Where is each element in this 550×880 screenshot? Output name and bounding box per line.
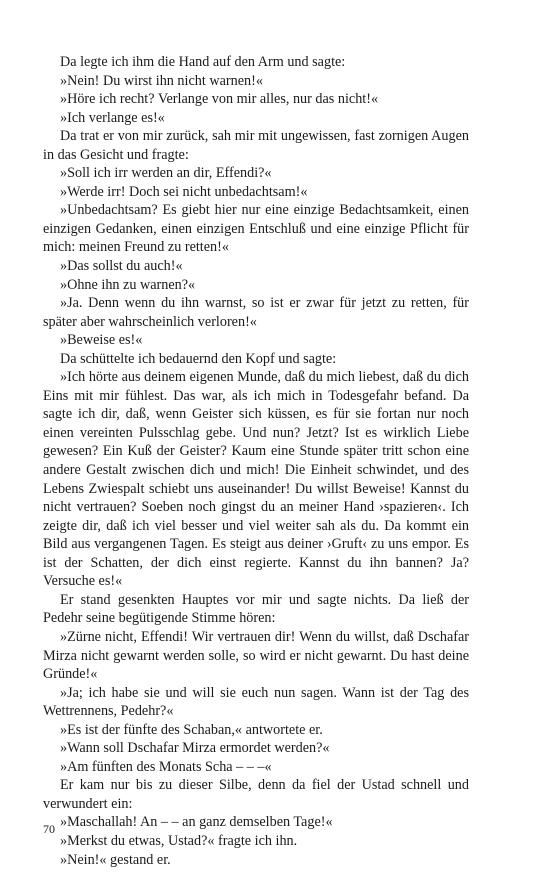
paragraph: »Nein!« gestand er. bbox=[60, 851, 171, 868]
paragraph: »Unbedachtsam? Es giebt hier nur eine einzige Bedachtsamkeit, einen einzigen Gedanken, einen einzigen Entschluß und eine einzige Pflicht für mich: meinen Freund zu retten!« bbox=[43, 202, 469, 256]
paragraph: Er stand gesenkten Hauptes vor mir und sagte nichts. Da ließ der Pedehr seine begütigende Stimme hören: bbox=[43, 591, 469, 627]
page-body bbox=[43, 53, 469, 869]
paragraph: Da legte ich ihm die Hand auf den Arm und sagte: bbox=[60, 54, 346, 70]
paragraph: »Zürne nicht, Effendi! Wir vertrauen dir! Wenn du willst, daß Dschafar Mirza nicht gewarnt werden solle, so wird er nicht gewarnt. Du hast deine Gründe!« bbox=[43, 628, 469, 683]
paragraph: »Höre ich recht? Verlange von mir alles, nur das nicht!« bbox=[60, 91, 379, 108]
paragraph: »Maschallah! An – – an ganz demselben Tage!« bbox=[60, 814, 333, 831]
paragraph: »Ohne ihn zu warnen?« bbox=[60, 276, 196, 293]
paragraph: »Ja. Denn wenn du ihn warnst, so ist er zwar für jetzt zu retten, für später aber wahrscheinlich verloren!« bbox=[43, 295, 469, 330]
paragraph: »Werde irr! Doch sei nicht unbedachtsam!« bbox=[60, 183, 308, 200]
page-number: 70 bbox=[43, 822, 55, 836]
paragraph: Er kam nur bis zu dieser Silbe, denn da fiel der Ustad schnell und verwundert ein: bbox=[43, 777, 469, 812]
paragraph: Da trat er von mir zurück, sah mir mit ungewissen, fast zornigen Augen in das Gesicht und fragte: bbox=[43, 128, 469, 163]
paragraph: »Nein! Du wirst ihn nicht warnen!« bbox=[60, 72, 263, 89]
paragraph: »Soll ich irr werden an dir, Effendi?« bbox=[60, 165, 272, 182]
paragraph: »Am fünften des Monats Scha – – –« bbox=[60, 758, 272, 775]
paragraph: »Ich hörte aus deinem eigenen Munde, daß du mich liebest, daß du dich Eins mit mir fühlest. Das war, als ich mich in Todesgefahr befand. Da sagte ich dir, daß, wenn Geister sich küssen, es für sie fortan nur noch einen vereinten Pulsschlag gebe. Und nun? Jetzt? Ist es wirklich Liebe gewesen? Ein Kuß der Geister? Kaum eine Stunde später tritt schon eine andere Gestalt zwischen dich und mich! Die Einheit schwindet, und des Lebens Zwiespalt schiebt uns auseinander! Du willst Beweise! Kannst du nicht vertrauen? Soeben noch gingst du an meiner Hand ›spazieren‹. Ich zeigte dir, daß ich viel besser und viel weiter sah als du. Da kommt ein Bild aus vergangenen Tagen. Es steigt aus deiner ›Gruft‹ zu uns empor. Es ist der Schatten, der dich einst regierte. Kannst du ihn bannen? Ja? Versuche es!« bbox=[43, 369, 469, 590]
paragraph: Da schüttelte ich bedauernd den Kopf und sagte: bbox=[60, 350, 337, 367]
paragraph: »Wann soll Dschafar Mirza ermordet werden?« bbox=[60, 740, 330, 757]
paragraph: »Ja; ich habe sie und will sie euch nun sagen. Wann ist der Tag des Wettrennens, Pedehr?« bbox=[43, 684, 469, 720]
paragraph: »Merkst du etwas, Ustad?« fragte ich ihn. bbox=[60, 832, 298, 849]
paragraph: »Beweise es!« bbox=[60, 332, 143, 349]
paragraph: »Das sollst du auch!« bbox=[60, 258, 183, 275]
paragraph: »Es ist der fünfte des Schaban,« antwortete er. bbox=[60, 721, 323, 738]
paragraph: »Ich verlange es!« bbox=[60, 109, 165, 126]
